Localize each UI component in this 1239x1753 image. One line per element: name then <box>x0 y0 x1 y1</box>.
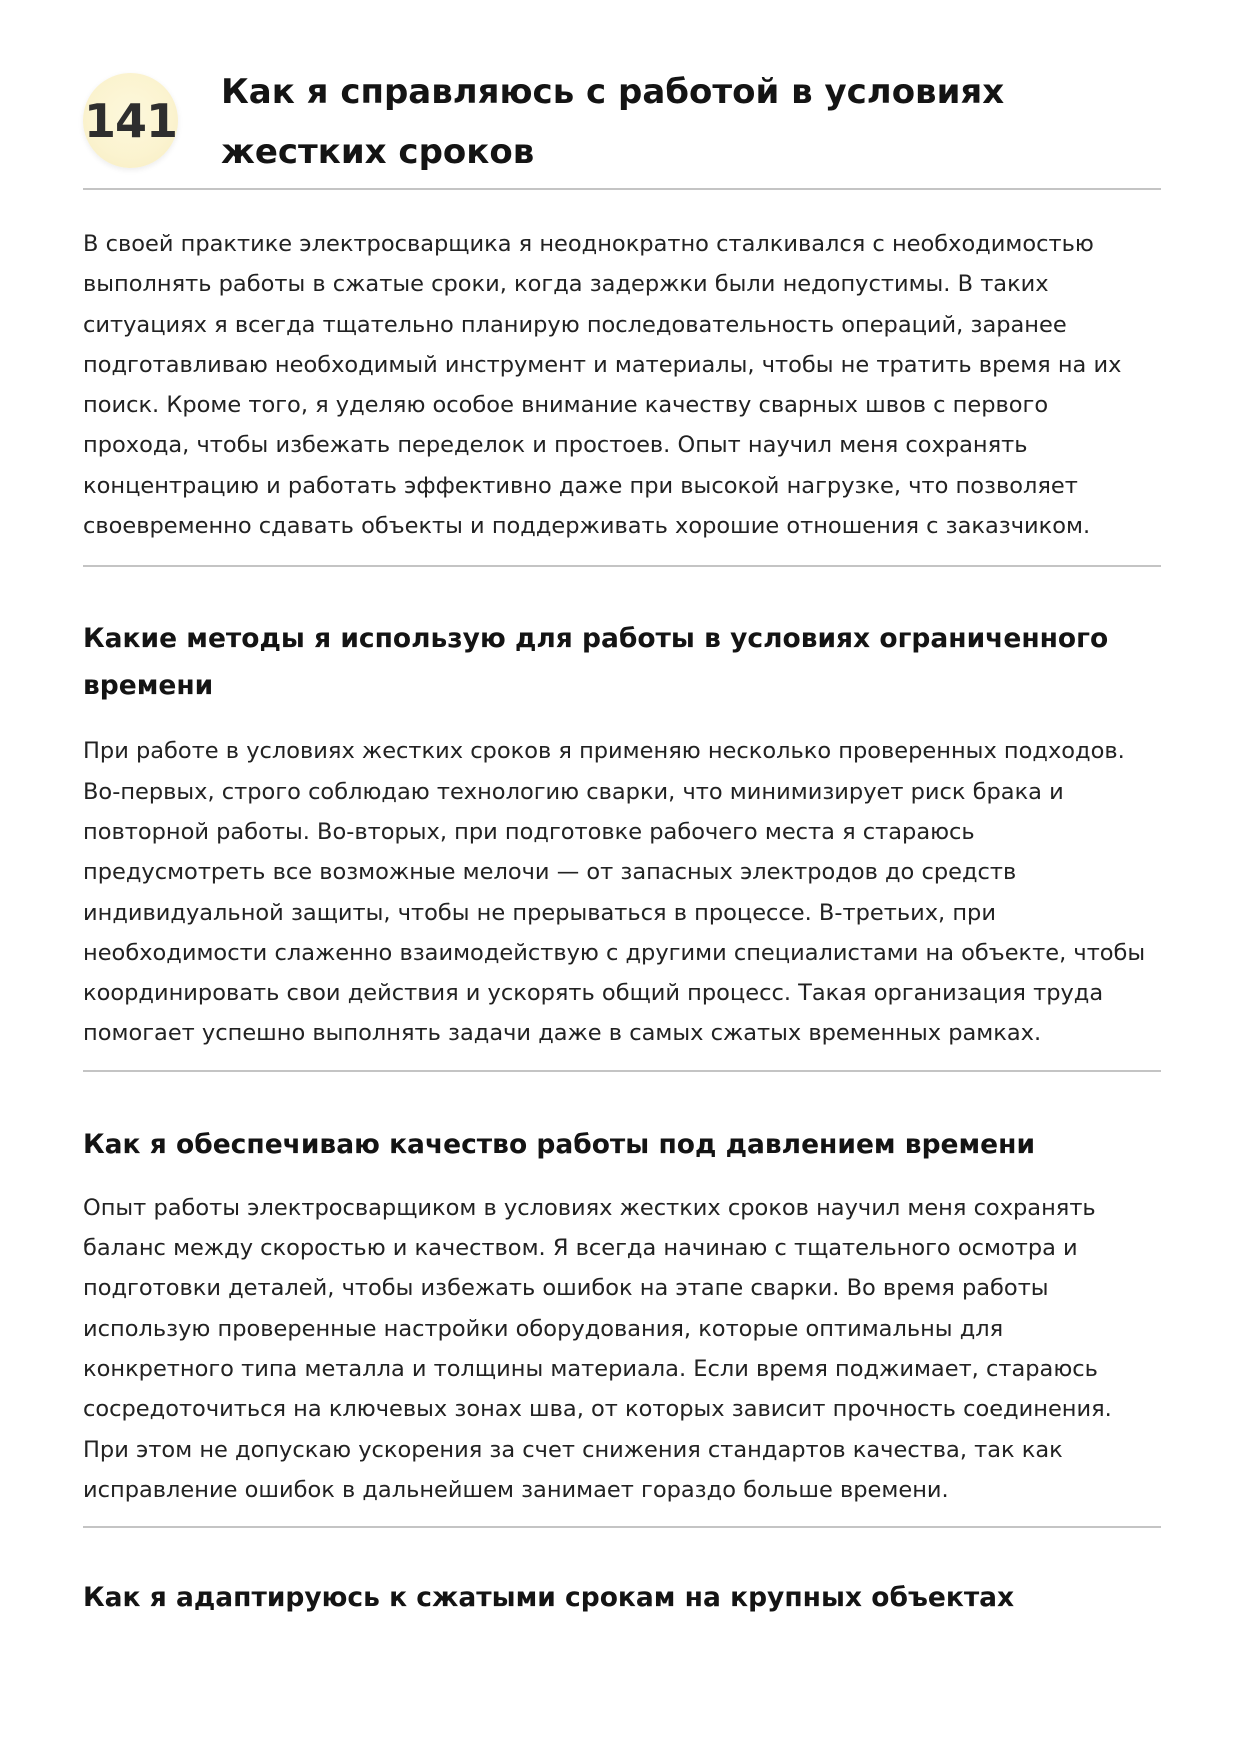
document-page <box>83 0 1161 1621</box>
section-divider <box>83 1526 1161 1528</box>
section-heading: Как я адаптируюсь к сжатыми срокам на крупных объектах <box>83 1582 1015 1614</box>
intro-paragraph: В своей практике электросварщика я неоднократно сталкивался с необходимостью выполнять работы в сжатые сроки, когда задержки были недопустимы. В таких ситуациях я всегда тщательно планирую последовательность операций, заранее подготавливаю необходимый инструмент и материалы, чтобы не тратить время на их поиск. Кроме того, я уделяю особое внимание качеству сварных швов с первого прохода, чтобы избежать переделок и простоев. Опыт научил меня сохранять концентрацию и работать эффективно даже при высокой нагрузке, что позволяет своевременно сдавать объекты и поддерживать хорошие отношения с заказчиком. <box>83 231 1122 540</box>
section-heading: Какие методы я использую для работы в условиях ограниченного времени <box>83 623 1109 702</box>
section-heading: Как я обеспечиваю качество работы под давлением времени <box>83 1128 1036 1160</box>
question-number-badge: 141 <box>83 73 178 168</box>
page-title: Как я справляюсь с работой в условиях жестких сроков <box>221 72 1005 172</box>
section-paragraph: При работе в условиях жестких сроков я применяю несколько проверенных подходов. Во-первых, строго соблюдаю технологию сварки, что минимизирует риск брака и повторной работы. Во-вторых, при подготовке рабочего места я стараюсь предусмотреть все возможные мелочи — от запасных электродов до средств индивидуальной защиты, чтобы не прерываться в процессе. В-третьих, при необходимости слаженно взаимодействую с другими специалистами на объекте, чтобы координировать свои действия и ускорять общий процесс. Такая организация труда помогает успешно выполнять задачи даже в самых сжатых временных рамках. <box>83 738 1146 1047</box>
section-divider <box>83 1070 1161 1072</box>
section-divider <box>83 565 1161 567</box>
section-paragraph: Опыт работы электросварщиком в условиях жестких сроков научил меня сохранять баланс между скоростью и качеством. Я всегда начинаю с тщательного осмотра и подготовки деталей, чтобы избежать ошибок на этапе сварки. Во время работы использую проверенные настройки оборудования, которые оптимальны для конкретного типа металла и толщины материала. Если время поджимает, стараюсь сосредоточиться на ключевых зонах шва, от которых зависит прочность соединения. При этом не допускаю ускорения за счет снижения стандартов качества, так как исправление ошибок в дальнейшем занимает гораздо больше времени. <box>83 1194 1112 1503</box>
page-header <box>83 0 1161 190</box>
